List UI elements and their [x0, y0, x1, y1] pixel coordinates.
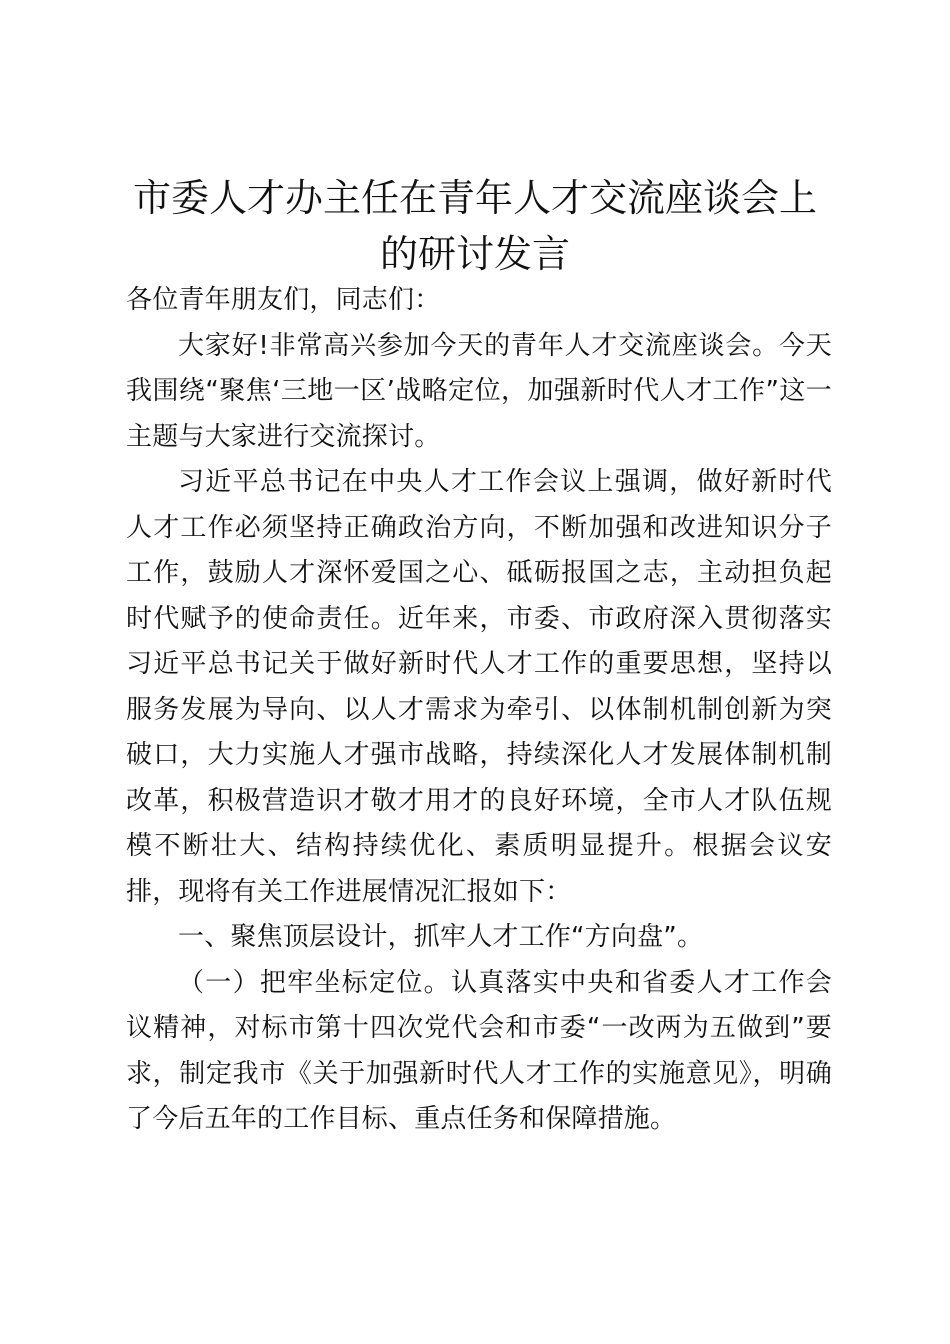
section-heading-1: 一、聚焦顶层设计，抓牢人才工作“方向盘”。: [178, 922, 704, 952]
paragraph-background: 习近平总书记在中央人才工作会议上强调，做好新时代人才工作必须坚持正确政治方向，不断加强和改进知识分子工作，鼓励人才深怀爱国之心、砥砺报国之志，主动担负起时代赋予的使命责任。近年来，市委、市政府深入贯彻落实习近平总书记关于做好新时代人才工作的重要思想，坚持以服务发展为导向、以人才需求为牵引、以体制机制创新为突破口，大力实施人才强市战略，持续深化人才发展体制机制改革，积极营造识才敬才用才的良好环境，全市人才队伍规模不断壮大、结构持续优化、素质明显提升。根据会议安排，现将有关工作进展情况汇报如下：: [126, 467, 832, 907]
paragraph-subsection-1: （一）把牢坐标定位。认真落实中央和省委人才工作会议精神，对标市第十四次党代会和市委“一改两为五做到”要求，制定我市《关于加强新时代人才工作的实施意见》，明确了今后五年的工作目标、重点任务和保障措施。: [126, 967, 832, 1134]
paragraph-greeting: 大家好!非常高兴参加今天的青年人才交流座谈会。今天我围绕“聚焦‘三地一区’战略定位，加强新时代人才工作”这一主题与大家进行交流探讨。: [126, 330, 832, 452]
document-title: 市委人才办主任在青年人才交流座谈会上的研讨发言: [132, 176, 817, 276]
salutation: 各位青年朋友们，同志们：: [126, 285, 441, 315]
document-body: [126, 278, 832, 1143]
